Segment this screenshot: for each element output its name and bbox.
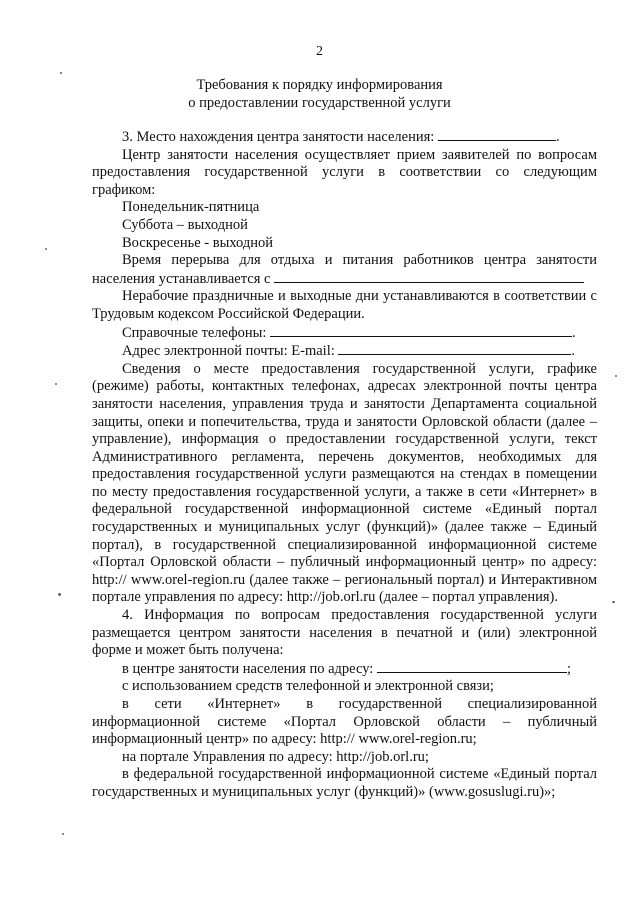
blank-line	[274, 270, 584, 283]
item-federal-portal: в федеральной государственной информационной системе «Единый портал государственных и муниципальных услуг (функций)» (www.gosuslugi.ru)»;	[92, 766, 597, 800]
document-body	[92, 128, 597, 802]
scan-speck	[58, 593, 61, 596]
item-management-portal: на портале Управления по адресу: http://job.orl.ru;	[122, 748, 429, 765]
schedule-weekdays: Понедельник-пятница	[122, 199, 260, 216]
blank-line	[270, 324, 572, 337]
scan-speck	[615, 375, 617, 377]
schedule-saturday: Суббота – выходной	[122, 216, 248, 233]
scan-speck	[612, 601, 615, 603]
paragraph-holidays: Нерабочие праздничные и выходные дни устанавливаются в соответствии с Трудовым кодексом Российской Федерации.	[92, 288, 597, 322]
email-line: Адрес электронной почты: E-mail: .	[122, 343, 576, 360]
scan-speck	[60, 72, 62, 74]
title-line-1: Требования к порядку информирования	[196, 77, 443, 93]
blank-line	[377, 660, 567, 673]
blank-line	[338, 342, 571, 355]
paragraph-break-time: Время перерыва для отдыха и питания работников центра занятости населения устанавливается с	[92, 252, 597, 287]
title-line-2: о предоставлении государственной услуги	[188, 94, 451, 111]
section-3-location: 3. Место нахождения центра занятости населения: .	[122, 129, 560, 145]
scan-speck	[45, 248, 47, 250]
scan-speck	[55, 383, 57, 385]
page-number: 2	[316, 44, 323, 59]
phones-line: Справочные телефоны: .	[122, 324, 576, 341]
item-phone-email: с использованием средств телефонной и электронной связи;	[122, 678, 494, 695]
section-4-information: 4. Информация по вопросам предоставления государственной услуги размещается центром занятости населения в печатной и (или) электронной форме и может быть получена:	[92, 607, 597, 659]
schedule-sunday: Воскресенье - выходной	[122, 234, 274, 251]
paragraph-information-sources: Сведения о месте предоставления государственной услуги, графике (режиме) работы, контактных телефонах, адресах электронной почты центра занятости населения, управления труда и занятости Департамента социальной защиты, опеки и попечительства, труда и занятости Орловской области (далее – управление), информация о предоставлении государственной услуги, текст Административного регламента, перечень документов, необходимых для предоставления государственной услуги размещаются на стендах в помещении по месту предоставления государственной услуги, а также в сети «Интернет» в федеральной государственной информационной системе «Единый портал государственных и муниципальных услуг (функций)» (далее также – Единый портал), в государственной специализированной информационной системе «Портал Орловской области – публичный информационный центр» по адресу: http:// www.orel-region.ru (далее также – региональный портал) и Интерактивном портале управления по адресу: http://job.orl.ru (далее – портал управления).	[92, 360, 597, 606]
blank-line	[438, 128, 556, 141]
scan-speck	[62, 833, 64, 835]
item-internet: в сети «Интернет» в государственной специализированной информационной системе «Портал Орловской области – публичный информационный центр» по адресу: http:// www.orel-region.ru;	[92, 696, 597, 748]
paragraph-schedule-intro: Центр занятости населения осуществляет прием заявителей по вопросам предоставления государственной услуги в соответствии со следующим графиком:	[92, 146, 597, 198]
item-center-address: в центре занятости населения по адресу: ;	[122, 660, 571, 677]
document-title	[0, 77, 639, 112]
